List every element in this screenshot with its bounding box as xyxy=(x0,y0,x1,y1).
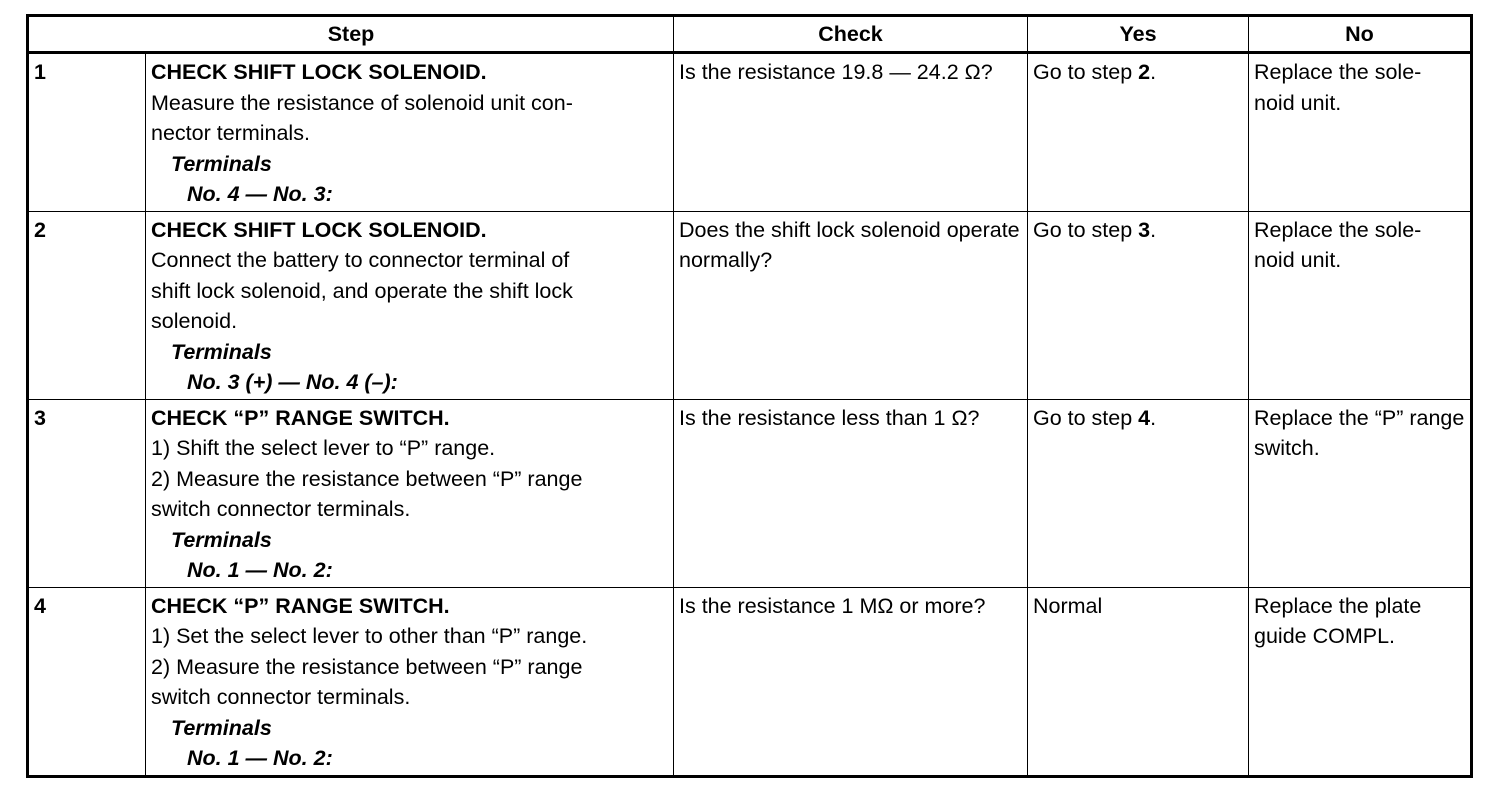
yes-prefix: Go to step xyxy=(1033,405,1139,430)
check-cell: Is the resistance 19.8 — 24.2 Ω? xyxy=(674,53,1028,212)
check-cell: Is the resistance 1 MΩ or more? xyxy=(674,587,1028,776)
step-line: shift lock solenoid, and operate the shift lock xyxy=(151,278,573,303)
yes-prefix: Go to step xyxy=(1033,217,1139,242)
terminals-label: Terminals xyxy=(171,151,272,176)
yes-cell xyxy=(1028,211,1249,399)
step-line: 1) Set the select lever to other than “P” range. xyxy=(151,624,588,648)
yes-step-number: 2 xyxy=(1138,60,1151,84)
terminals-label: Terminals xyxy=(171,339,272,364)
table-row xyxy=(28,211,1472,399)
step-cell xyxy=(146,399,674,587)
yes-cell xyxy=(1028,587,1249,776)
step-line: nector terminals. xyxy=(151,121,310,145)
no-cell: Replace the “P” range switch. xyxy=(1249,399,1472,587)
yes-suffix: . xyxy=(1150,217,1157,242)
terminals-label: Terminals xyxy=(171,527,272,552)
step-line: 2) Measure the resistance between “P” range xyxy=(151,466,583,491)
header-yes: Yes xyxy=(1028,16,1249,53)
yes-prefix: Normal xyxy=(1033,593,1103,618)
step-line: 2) Measure the resistance between “P” range xyxy=(151,654,583,679)
terminals-value: No. 1 — No. 2: xyxy=(187,558,333,582)
terminals-value: No. 4 — No. 3: xyxy=(187,182,333,206)
yes-step-number: 3 xyxy=(1138,217,1151,242)
step-title: CHECK SHIFT LOCK SOLENOID. xyxy=(151,60,487,84)
yes-cell xyxy=(1028,399,1249,587)
step-title: CHECK “P” RANGE SWITCH. xyxy=(151,593,450,618)
no-cell: Replace the sole- noid unit. xyxy=(1249,211,1472,399)
no-cell: Replace the plate guide COMPL. xyxy=(1249,587,1472,776)
table-row xyxy=(28,399,1472,587)
header-row xyxy=(28,16,1472,53)
table-row xyxy=(28,587,1472,776)
step-number: 1 xyxy=(28,53,146,212)
step-line: solenoid. xyxy=(151,309,238,333)
step-line: Connect the battery to connector terminal of xyxy=(151,248,570,272)
yes-step-number: 4 xyxy=(1138,405,1151,430)
step-title: CHECK SHIFT LOCK SOLENOID. xyxy=(151,217,487,242)
step-cell xyxy=(146,587,674,776)
yes-suffix: . xyxy=(1150,60,1157,84)
step-line: switch connector terminals. xyxy=(151,685,411,709)
step-line: 1) Shift the select lever to “P” range. xyxy=(151,436,496,460)
header-step: Step xyxy=(28,16,674,53)
step-number: 3 xyxy=(28,399,146,587)
yes-cell xyxy=(1028,53,1249,212)
step-number: 4 xyxy=(28,587,146,776)
check-cell: Is the resistance less than 1 Ω? xyxy=(674,399,1028,587)
step-cell xyxy=(146,53,674,212)
yes-prefix: Go to step xyxy=(1033,60,1139,84)
diagnostic-table xyxy=(26,14,1473,778)
header-no: No xyxy=(1249,16,1472,53)
no-cell: Replace the sole- noid unit. xyxy=(1249,53,1472,212)
step-cell xyxy=(146,211,674,399)
terminals-value: No. 1 — No. 2: xyxy=(187,746,333,770)
terminals-value: No. 3 (+) — No. 4 (–): xyxy=(187,370,398,394)
check-cell: Does the shift lock solenoid operate normally? xyxy=(674,211,1028,399)
step-title: CHECK “P” RANGE SWITCH. xyxy=(151,405,450,430)
header-check: Check xyxy=(674,16,1028,53)
table-row xyxy=(28,53,1472,212)
step-line: Measure the resistance of solenoid unit con- xyxy=(151,90,573,115)
step-number: 2 xyxy=(28,211,146,399)
step-line: switch connector terminals. xyxy=(151,497,411,521)
yes-suffix: . xyxy=(1150,405,1157,430)
terminals-label: Terminals xyxy=(171,715,272,740)
